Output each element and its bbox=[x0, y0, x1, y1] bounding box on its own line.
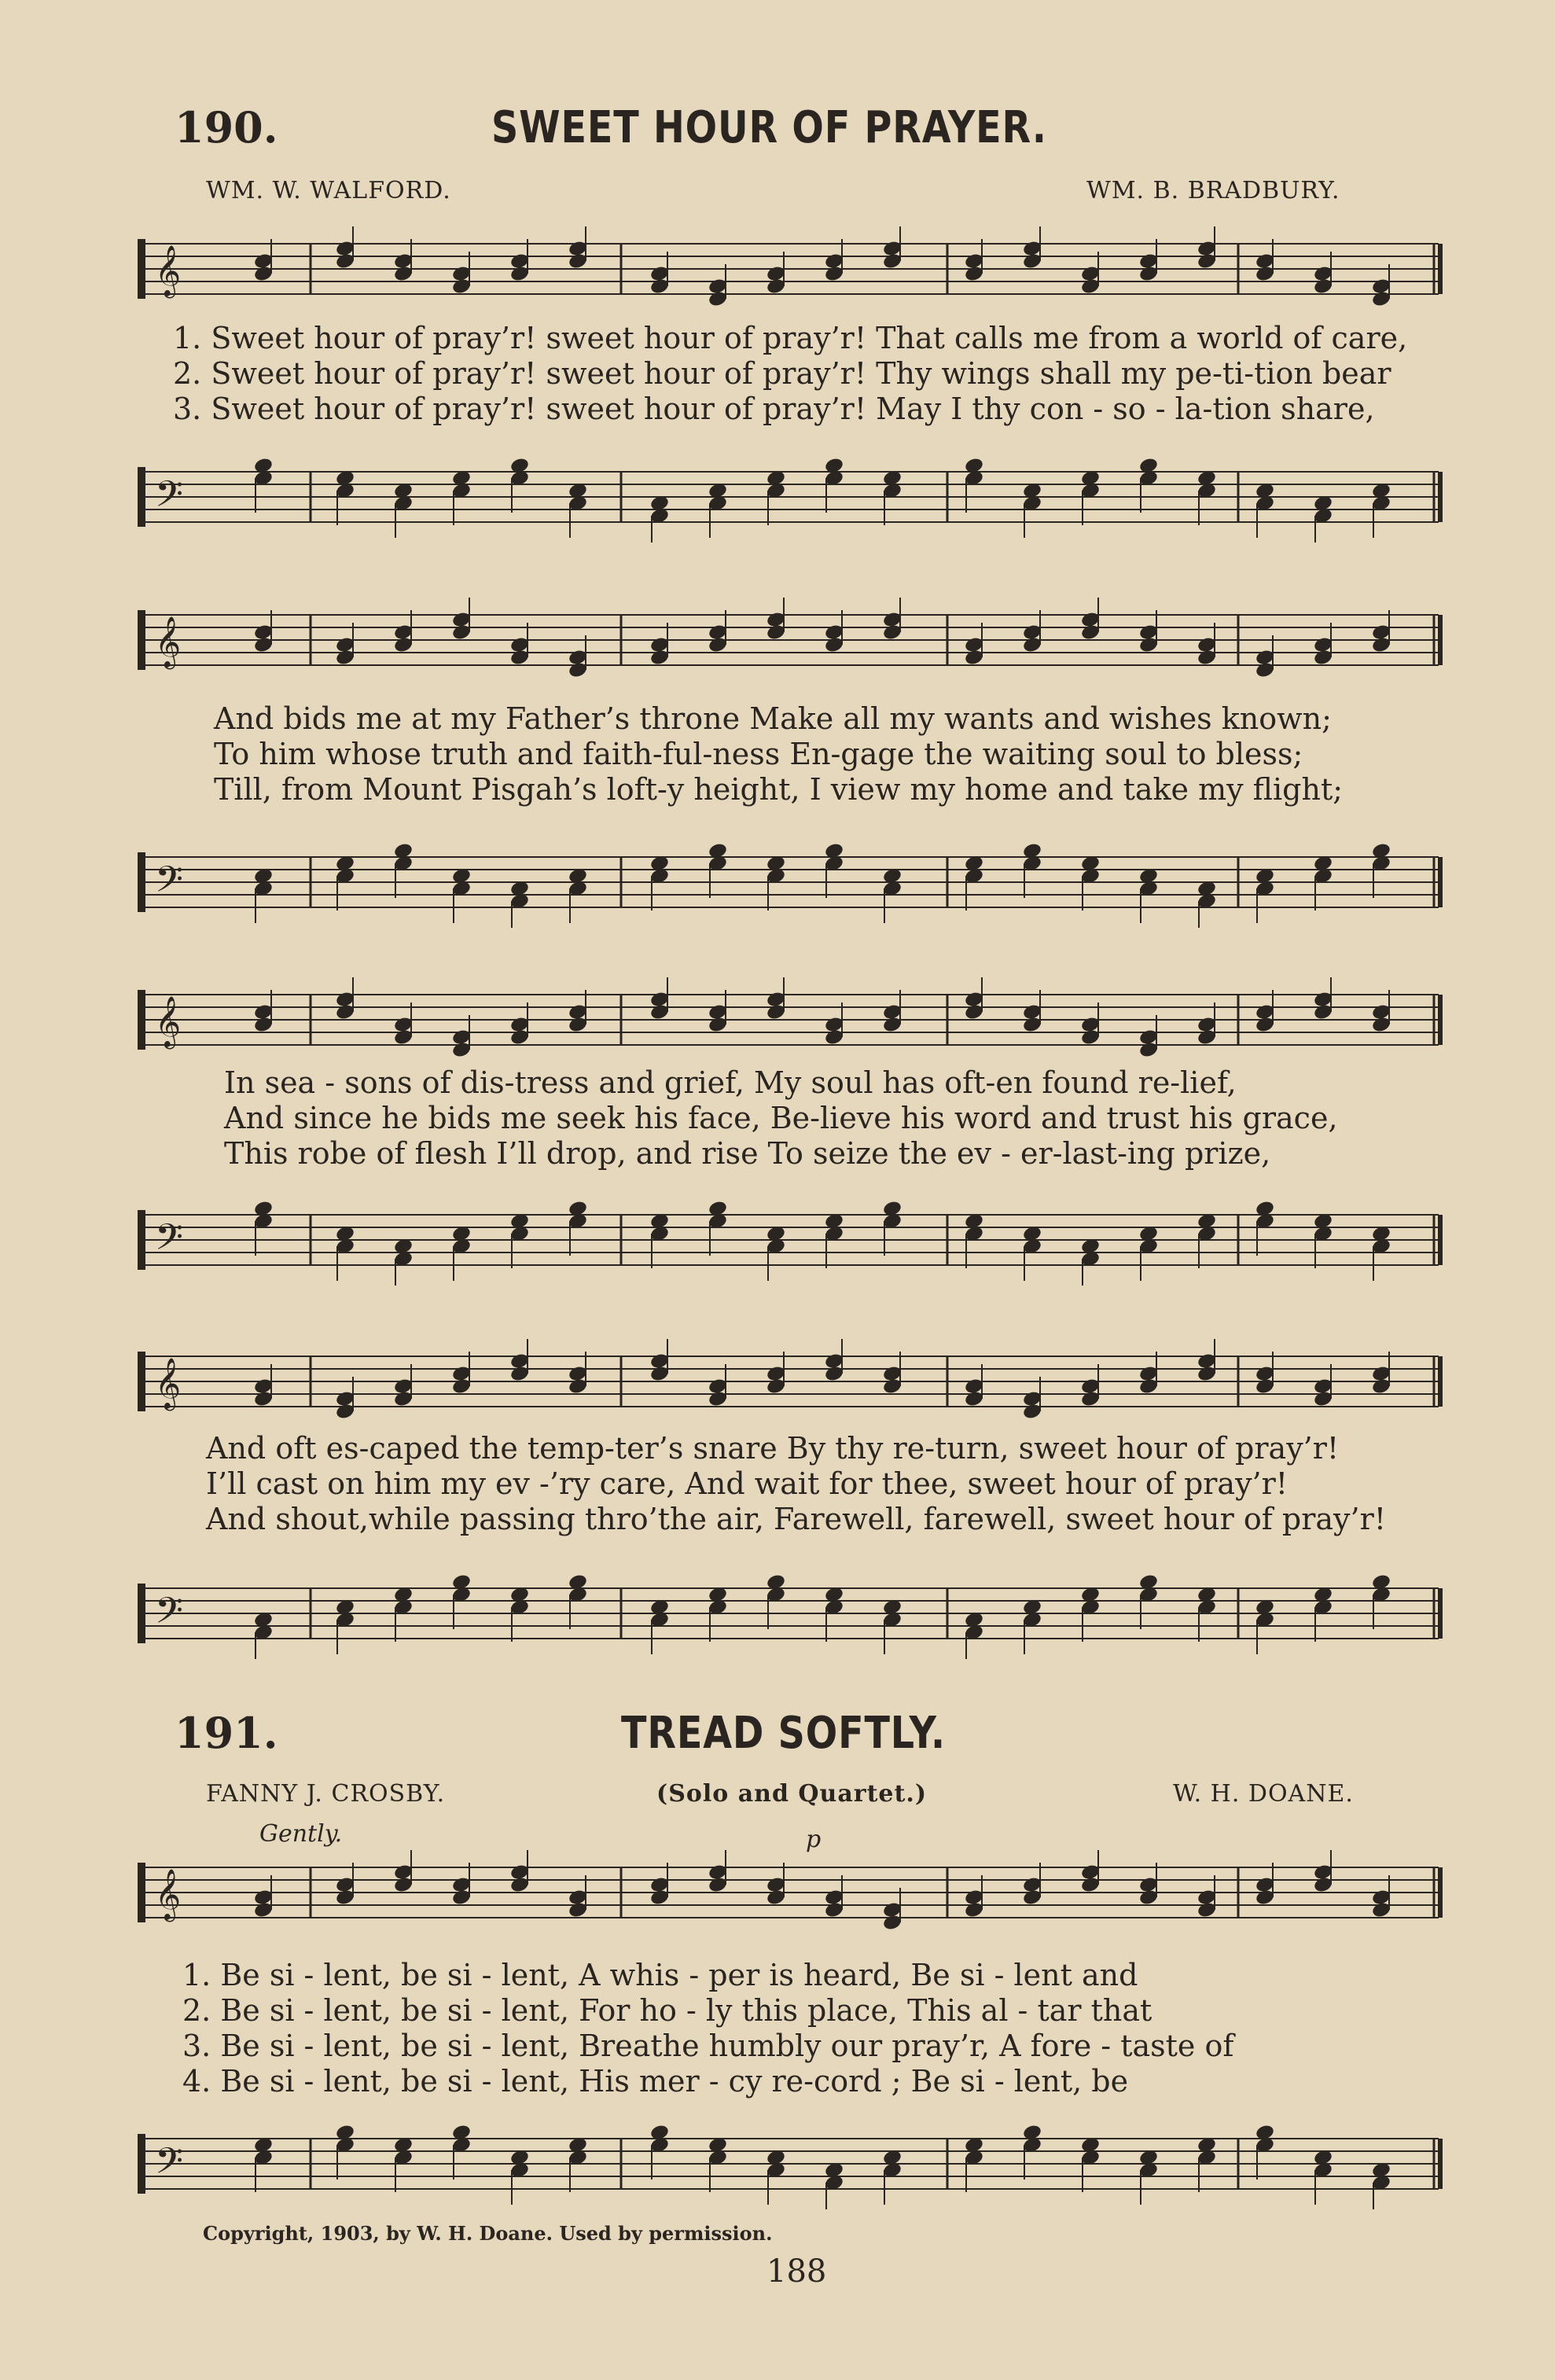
treble-clef: 𝄞 bbox=[155, 995, 182, 1047]
system-bracket bbox=[138, 852, 145, 912]
verse-lyrics bbox=[224, 1065, 1338, 1172]
dynamic-marking: p bbox=[806, 1826, 822, 1853]
bass-staff bbox=[138, 448, 1447, 543]
subtitle: (Solo and Quartet.) bbox=[656, 1780, 928, 1808]
hymn-number: 190. bbox=[175, 102, 278, 153]
lyricist-credit: FANNY J. CROSBY. bbox=[206, 1780, 446, 1808]
bass-clef: 𝄢 bbox=[155, 473, 184, 524]
treble-staff bbox=[138, 1333, 1447, 1427]
lyric-line: 1. Be si - lent, be si - lent, A whis - per is heard, Be si - lent and bbox=[182, 1958, 1138, 1992]
system-bracket bbox=[138, 2134, 145, 2194]
bass-clef: 𝄢 bbox=[155, 1589, 184, 1641]
bass-clef: 𝄢 bbox=[155, 858, 184, 910]
lyric-line: In sea - sons of dis-tress and grief, My soul has oft-en found re-lief, bbox=[224, 1065, 1237, 1100]
lyric-line: Till, from Mount Pisgah’s loft-y height, I view my home and take my flight; bbox=[214, 772, 1344, 807]
treble-clef: 𝄞 bbox=[155, 245, 182, 296]
system-bracket bbox=[138, 1210, 145, 1270]
system-bracket bbox=[138, 467, 145, 527]
lyric-line: 2. Be si - lent, be si - lent, For ho - ly this place, This al - tar that bbox=[182, 1993, 1152, 2028]
lyric-line: 2. Sweet hour of pray’r! sweet hour of pray’r! Thy wings shall my pe-ti-tion bear bbox=[173, 356, 1391, 391]
lyric-line: I’ll cast on him my ev -’ry care, And wait for thee, sweet hour of pray’r! bbox=[206, 1466, 1288, 1501]
tempo-marking: Gently. bbox=[259, 1820, 343, 1848]
lyric-line: 3. Be si - lent, be si - lent, Breathe humbly our pray’r, A fore - taste of bbox=[182, 2029, 1234, 2063]
lyric-line: 4. Be si - lent, be si - lent, His mer - cy re-cord ; Be si - lent, be bbox=[182, 2064, 1129, 2099]
treble-clef: 𝄞 bbox=[155, 1868, 182, 1920]
bass-staff bbox=[138, 2115, 1447, 2209]
hymn-number: 191. bbox=[175, 1708, 278, 1758]
treble-staff bbox=[138, 220, 1447, 315]
treble-staff bbox=[138, 1844, 1447, 1938]
system-bracket bbox=[138, 1863, 145, 1922]
verse-lyrics bbox=[173, 321, 1407, 427]
lyric-line: This robe of flesh I’ll drop, and rise To seize the ev - er-last-ing prize, bbox=[224, 1136, 1271, 1171]
bass-clef: 𝄢 bbox=[155, 2139, 184, 2191]
page-number: 188 bbox=[766, 2253, 827, 2290]
bass-staff bbox=[138, 1565, 1447, 1659]
bass-staff bbox=[138, 1191, 1447, 1286]
treble-clef: 𝄞 bbox=[155, 616, 182, 668]
hymn-title: TREAD SOFTLY. bbox=[621, 1708, 946, 1759]
hymn-title: SWEET HOUR OF PRAYER. bbox=[491, 102, 1047, 153]
composer-credit: WM. B. BRADBURY. bbox=[1086, 177, 1340, 204]
system-bracket bbox=[138, 1352, 145, 1411]
treble-clef: 𝄞 bbox=[155, 1357, 182, 1409]
lyric-line: And bids me at my Father’s throne Make all my wants and wishes known; bbox=[214, 701, 1332, 736]
copyright-notice: Copyright, 1903, by W. H. Doane. Used by permission. bbox=[203, 2222, 773, 2245]
lyric-line: And shout,while passing thro’the air, Farewell, farewell, sweet hour of pray’r! bbox=[206, 1502, 1387, 1536]
treble-staff bbox=[138, 591, 1447, 686]
system-bracket bbox=[138, 990, 145, 1050]
composer-credit: W. H. DOANE. bbox=[1173, 1780, 1354, 1808]
bass-clef: 𝄢 bbox=[155, 1216, 184, 1267]
system-bracket bbox=[138, 1584, 145, 1643]
lyric-line: 3. Sweet hour of pray’r! sweet hour of pray’r! May I thy con - so - la-tion share, bbox=[173, 392, 1375, 426]
verse-lyrics bbox=[206, 1431, 1386, 1537]
lyric-line: And oft es-caped the temp-ter’s snare By thy re-turn, sweet hour of pray’r! bbox=[206, 1431, 1340, 1466]
lyricist-credit: WM. W. WALFORD. bbox=[206, 177, 451, 204]
system-bracket bbox=[138, 610, 145, 670]
bass-staff bbox=[138, 833, 1447, 928]
verse-lyrics bbox=[214, 701, 1343, 807]
lyric-line: And since he bids me seek his face, Be-lieve his word and trust his grace, bbox=[224, 1101, 1338, 1135]
lyric-line: To him whose truth and faith-ful-ness En-gage the waiting soul to bless; bbox=[214, 737, 1303, 771]
verse-lyrics bbox=[182, 1958, 1233, 2099]
treble-staff bbox=[138, 971, 1447, 1065]
lyric-line: 1. Sweet hour of pray’r! sweet hour of pray’r! That calls me from a world of care, bbox=[173, 321, 1408, 355]
system-bracket bbox=[138, 239, 145, 299]
